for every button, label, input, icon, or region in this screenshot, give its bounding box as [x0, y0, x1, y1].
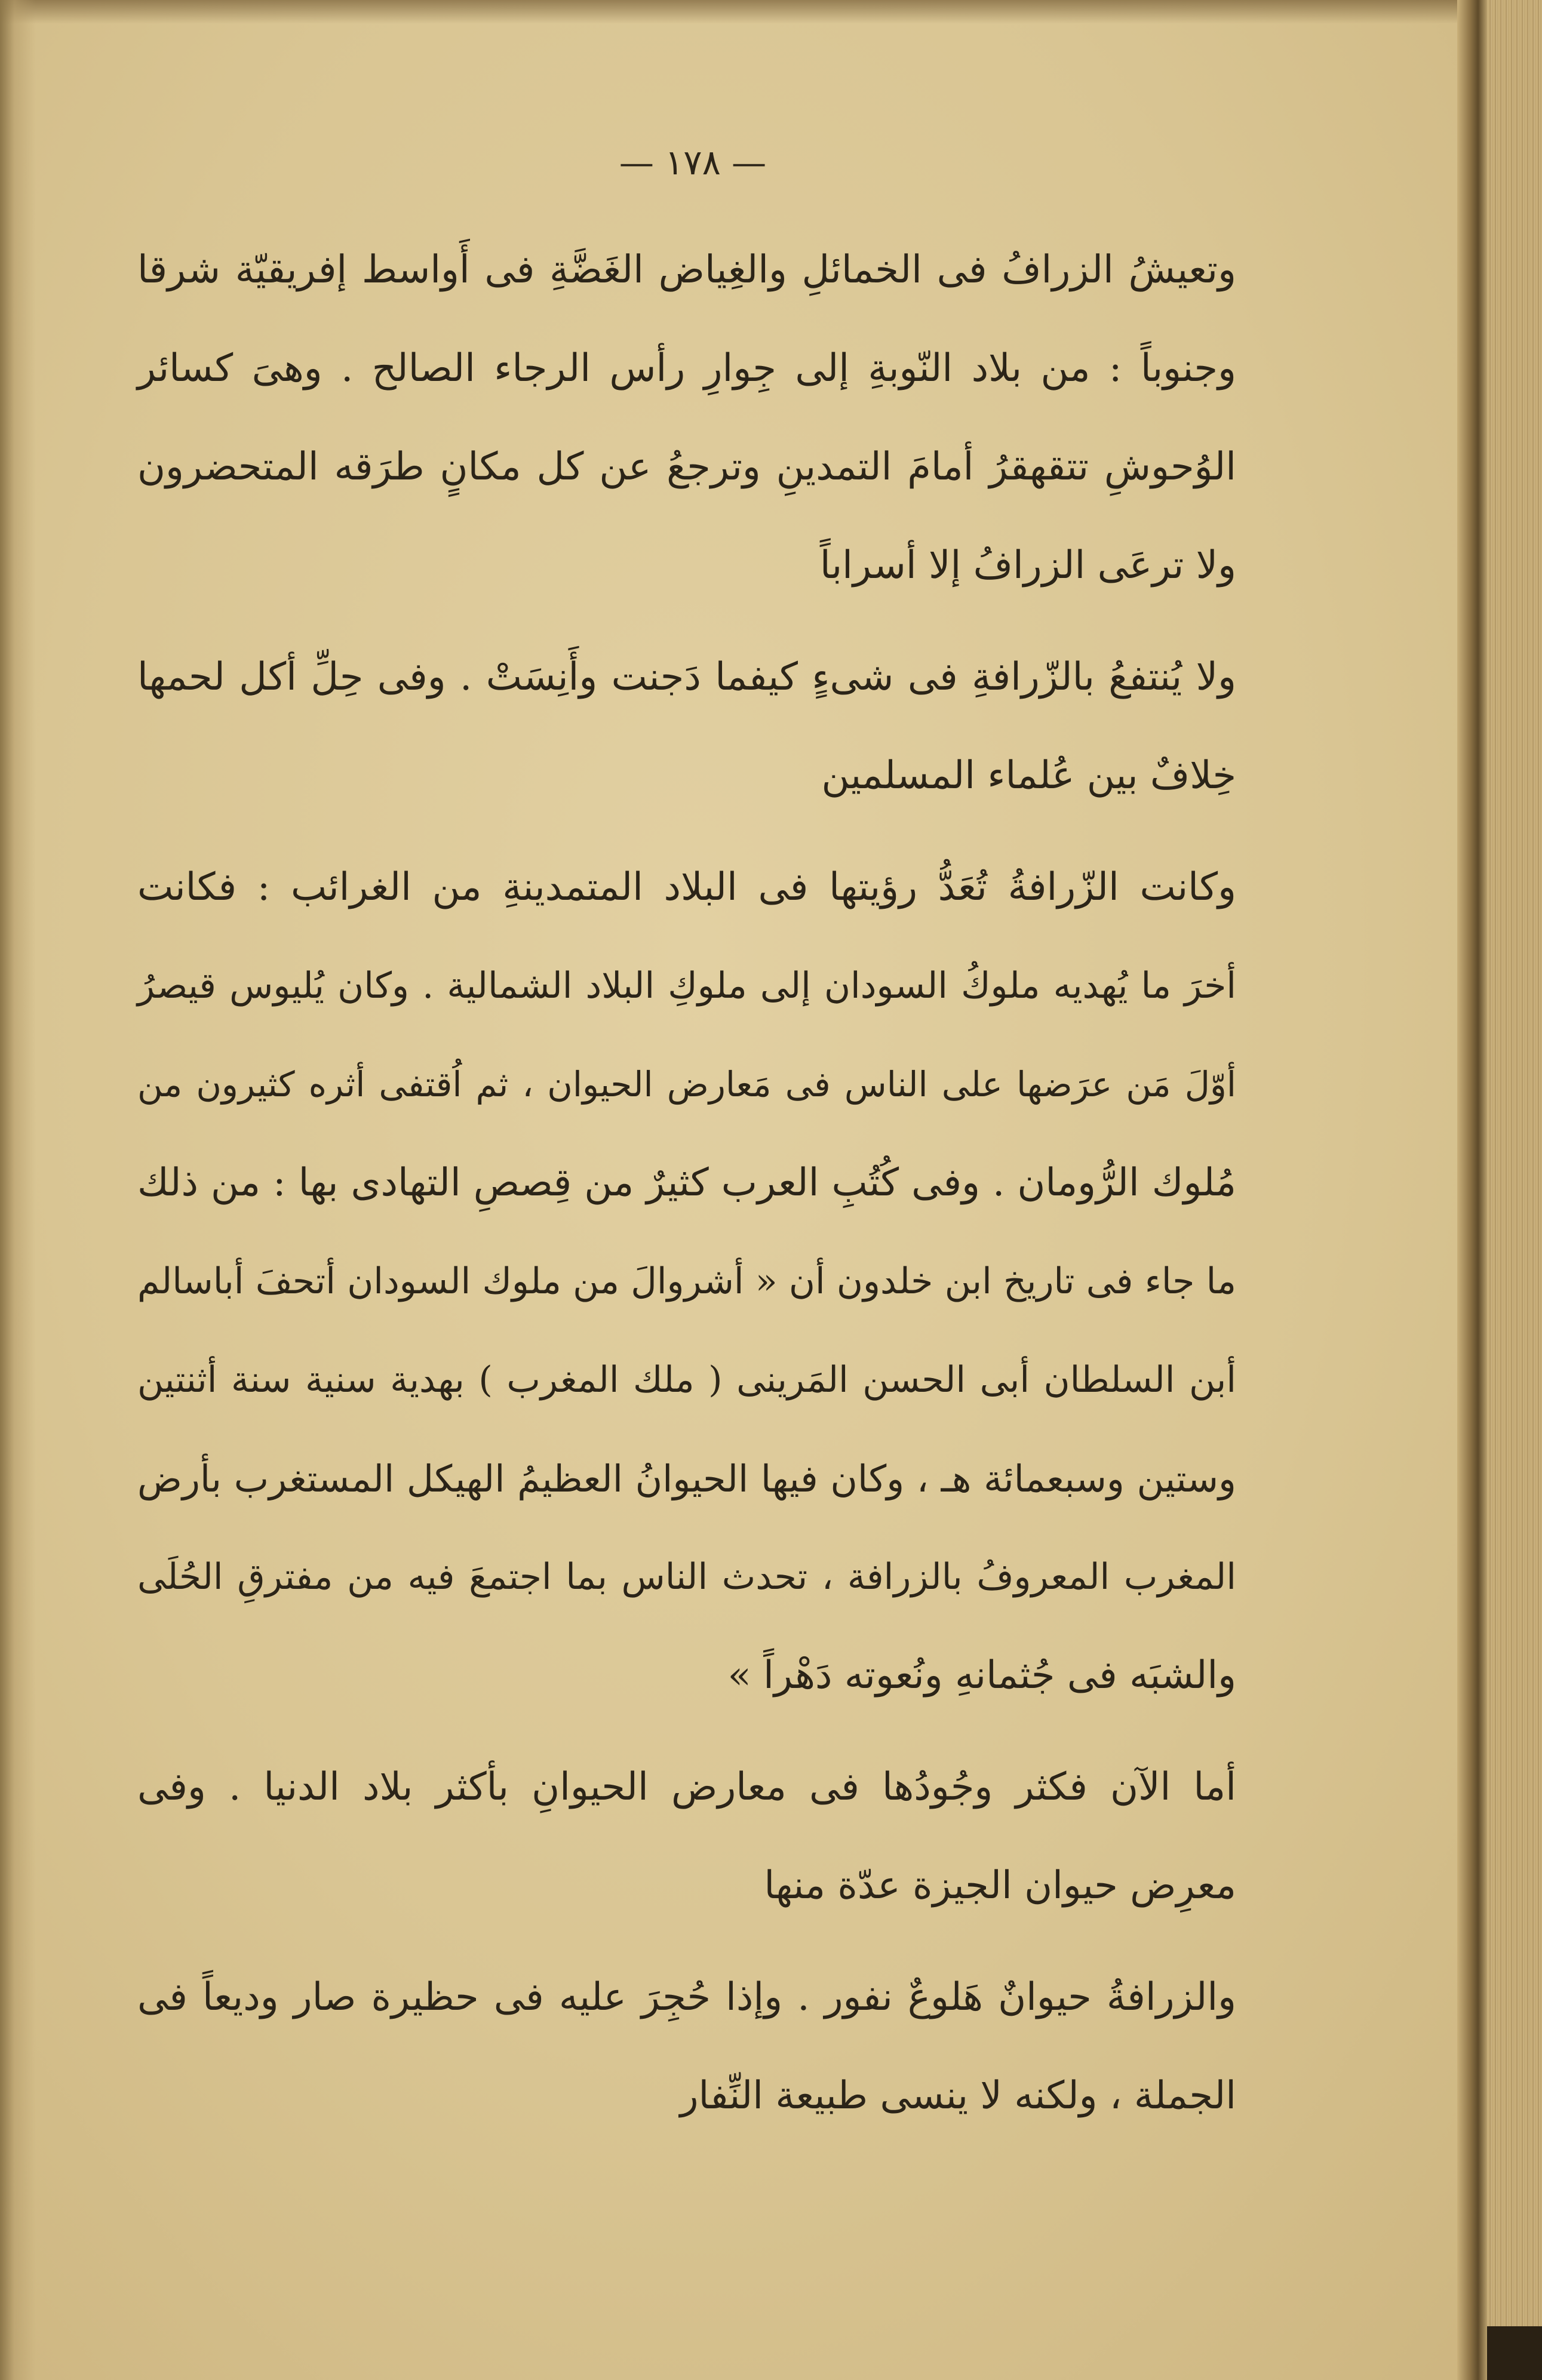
book-gutter: [1457, 0, 1487, 2380]
text-line: أبن السلطان أبى الحسن المَرينى ( ملك المغرب ) بهدية سنية سنة أثنتين: [137, 1359, 1236, 1401]
text-line: ولا يُنتفعُ بالزّرافةِ فى شىءٍ كيفما دَجنت وأَنِسَتْ . وفى حِلِّ أكل لحمها: [137, 655, 1237, 699]
paragraph-1: [137, 221, 1236, 615]
text-line: والشبَه فى جُثمانهِ ونُعوته دَهْراً »: [727, 1653, 1236, 1698]
text-line: أوّلَ مَن عرَضها على الناس فى مَعارض الحيوان ، ثم اُقتفى أثره كثيرون من: [137, 1064, 1236, 1105]
text-line: وستين وسبعمائة هـ ، وكان فيها الحيوانُ العظيمُ الهيكل المستغرب بأرض: [137, 1457, 1236, 1500]
text-line: ولا ترعَى الزرافُ إلا أسراباً: [819, 543, 1236, 588]
text-line: ما جاء فى تاريخ ابن خلدون أن « أشروالَ من ملوك السودان أتحفَ أباسالم: [137, 1260, 1236, 1302]
text-line: خِلافٌ بين عُلماء المسلمين: [821, 754, 1236, 798]
text-line: وتعيشُ الزرافُ فى الخمائلِ والغِياض الغَضَّةِ فى أَواسط إفريقيّة شرقا: [137, 248, 1237, 292]
top-edge-shadow: [0, 0, 1542, 24]
background-corner: [1487, 2326, 1542, 2380]
body-text: [137, 221, 1236, 2145]
text-line: مُلوك الرُّومان . وفى كُتُبِ العرب كثيرٌ من قِصصِ التهادى بها : من ذلك: [137, 1161, 1236, 1205]
page-edges: [1487, 0, 1542, 2380]
paragraph-4: [137, 1738, 1236, 1935]
text-line: وكانت الزّرافةُ تُعَدُّ رؤيتها فى البلاد المتمدينةِ من الغرائب : فكانت: [137, 865, 1237, 909]
paragraph-3: [137, 838, 1236, 1725]
text-line: أخرَ ما يُهديه ملوكُ السودان إلى ملوكِ البلاد الشمالية . وكان يُليوس قيصرُ: [137, 965, 1236, 1007]
text-line: المغرب المعروفُ بالزرافة ، تحدث الناس بما اجتمعَ فيه من مفترقِ الحُلَى: [137, 1556, 1236, 1598]
text-line: أما الآن فكثر وجُودُها فى معارض الحيوانِ بأكثر بلاد الدنيا . وفى: [137, 1765, 1236, 1809]
paragraph-2: [137, 628, 1236, 825]
left-edge-shadow: [0, 0, 36, 2380]
paragraph-5: [137, 1948, 1236, 2145]
page-number: — ١٧٨ —: [619, 142, 767, 183]
text-line: والزرافةُ حيوانٌ هَلوعٌ نفور . وإذا حُجِرَ عليه فى حظيرة صار وديعاً فى: [137, 1975, 1236, 2019]
text-line: الجملة ، ولكنه لا ينسى طبيعة النِّفار: [680, 2074, 1236, 2118]
text-line: وجنوباً : من بلاد النّوبةِ إلى جِوارِ رأس الرجاء الصالح . وهىَ كسائر: [137, 346, 1236, 390]
text-line: الوُحوشِ تتقهقرُ أمامَ التمدينِ وترجعُ عن كل مكانٍ طرَقه المتحضرون: [137, 445, 1236, 489]
text-line: معرِض حيوان الجيزة عدّة منها: [764, 1864, 1236, 1908]
